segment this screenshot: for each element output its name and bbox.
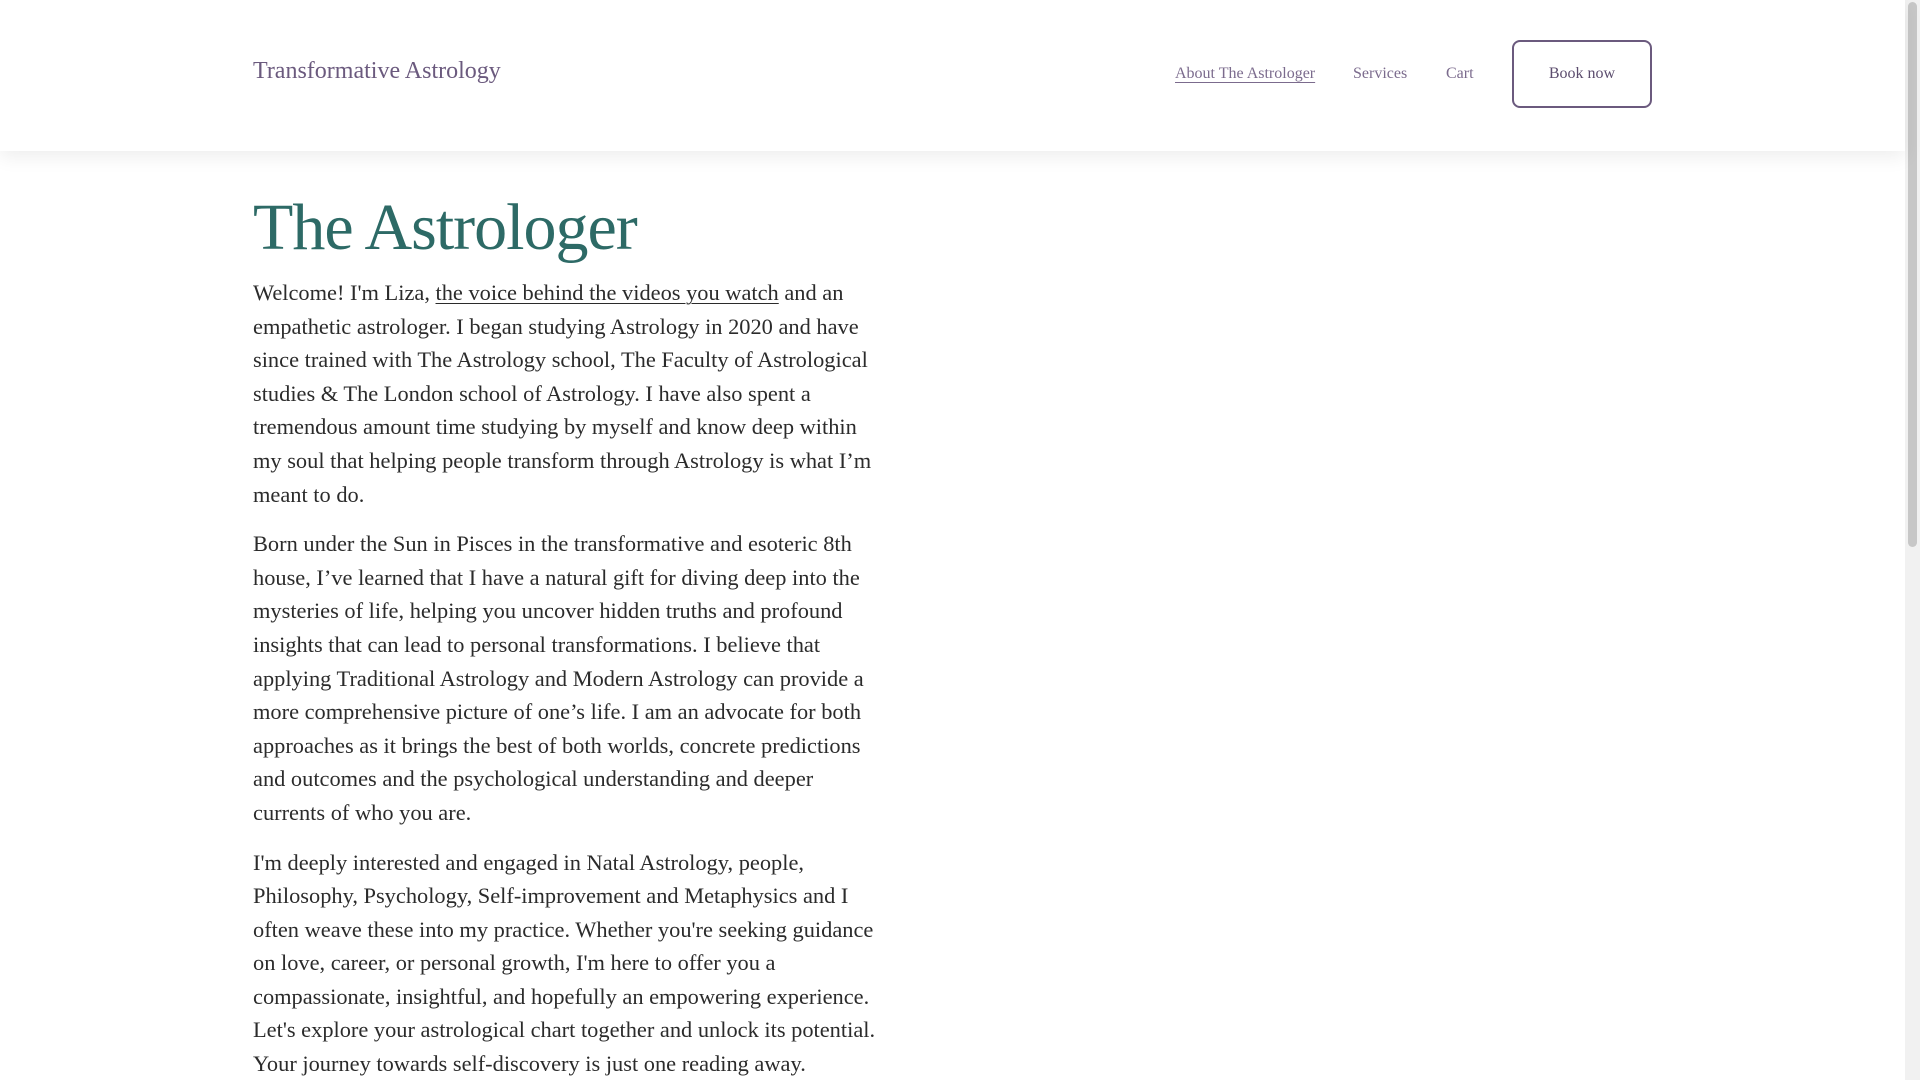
- page-title: The Astrologer: [253, 191, 637, 264]
- interests-paragraph: I'm deeply interested and engaged in Natal Astrology, people, Philosophy, Psychology, Self-improvement and Metaphysics and I often weave these into my practice. Whether you're seeking guidance on love, career, or personal growth, I'm here to offer you a compassionate, insightful, and hopefully an empowering experience. Let's explore your astrological chart together and unlock its potential. Your journey towards self-discovery is just one reading away.: [253, 849, 876, 1077]
- site-header: [0, 0, 1905, 151]
- main-content: [253, 188, 883, 1080]
- scrollbar-thumb[interactable]: [1908, 2, 1917, 547]
- background-paragraph: Born under the Sun in Pisces in the transformative and esoteric 8th house, I’ve learned that I have a natural gift for diving deep into the mysteries of life, helping you uncover hidden truths and profound insights that can lead to personal transformations. I believe that applying Traditional Astrology and Modern Astrology can provide a more comprehensive picture of one’s life. I am an advocate for both approaches as it brings the best of both worlds, concrete predictions and outcomes and the psychological understanding and deeper currents of who you are.: [253, 531, 864, 825]
- page-scrollbar[interactable]: [1905, 0, 1920, 1080]
- site-logo-link[interactable]: Transformative Astrology: [253, 58, 501, 84]
- nav-about-the-astrologer[interactable]: About The Astrologer: [1175, 65, 1316, 82]
- videos-link[interactable]: the voice behind the videos you watch: [435, 280, 779, 305]
- nav-services[interactable]: Services: [1353, 65, 1408, 82]
- intro-text-start: Welcome! I'm Liza,: [253, 280, 436, 305]
- intro-text-end: and an empathetic astrologer. I began studying Astrology in 2020 and have since trained with The Astrology school, The Faculty of Astrological studies & The London school of Astrology. I have also spent a tremendous amount time studying by myself and know deep within my soul that helping people transform through Astrology is what I’m meant to do.: [253, 280, 872, 507]
- nav-cart[interactable]: Cart: [1446, 65, 1474, 82]
- intro-paragraph: [253, 276, 883, 511]
- book-now-button[interactable]: Book now: [1512, 40, 1652, 108]
